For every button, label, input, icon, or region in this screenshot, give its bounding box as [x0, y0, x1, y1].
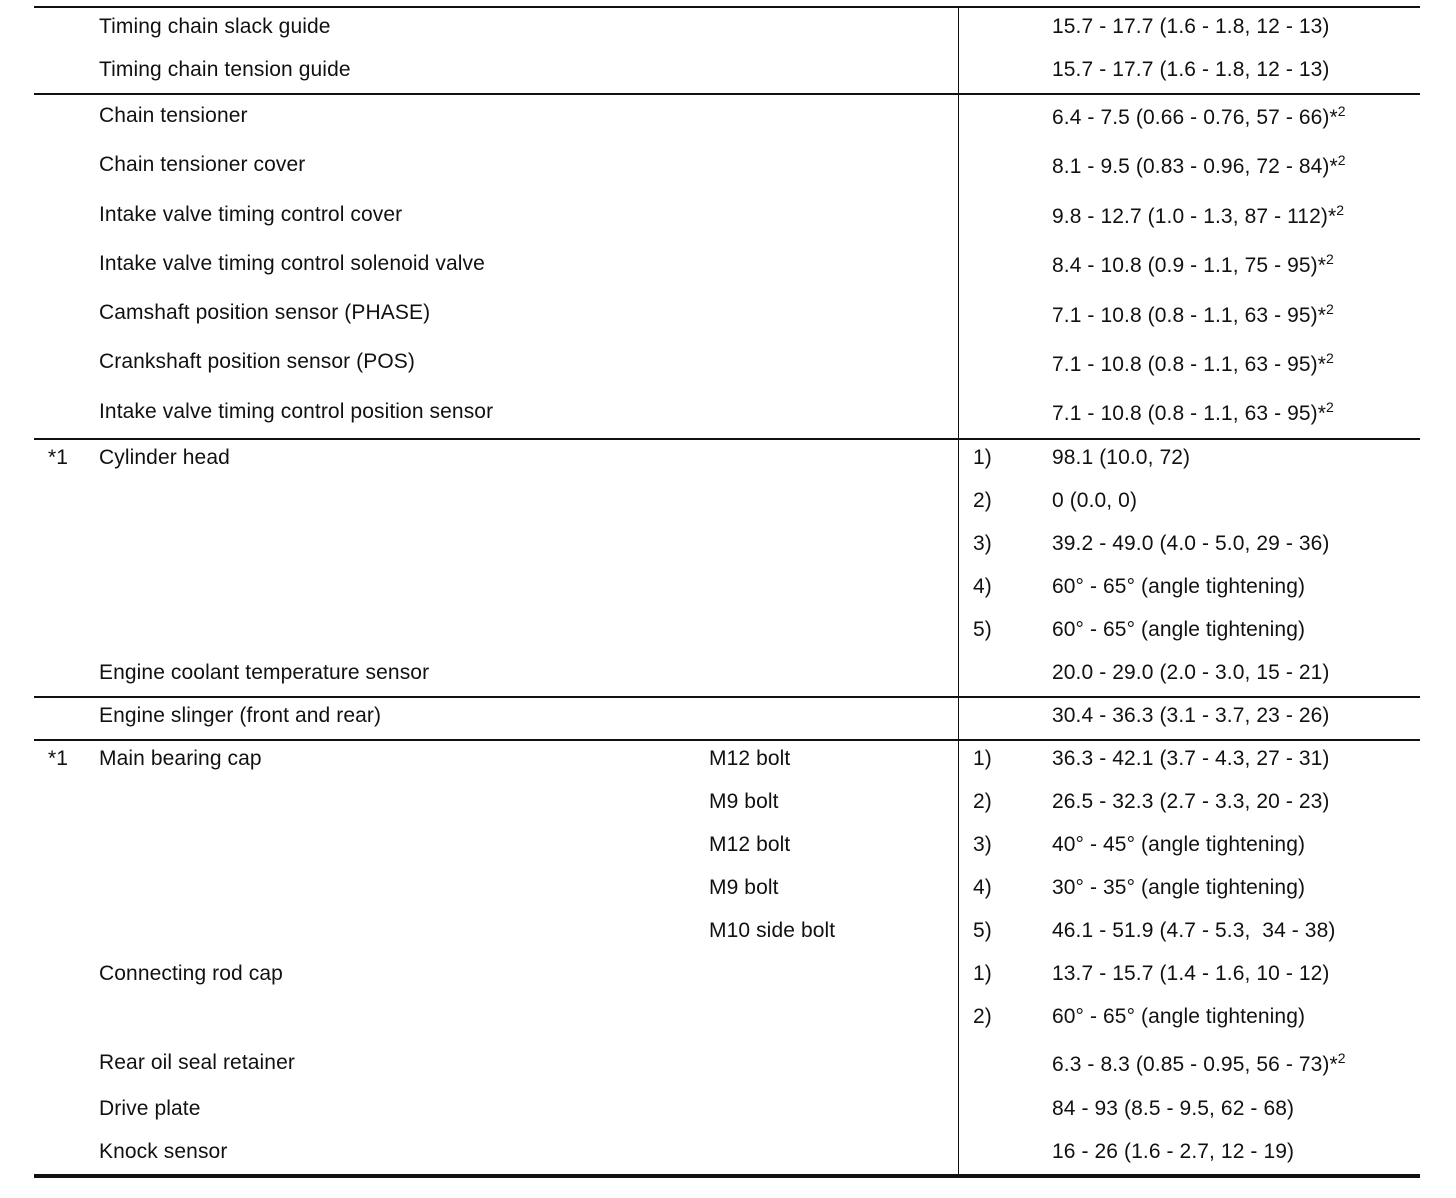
footnote-ref: 2	[1337, 152, 1346, 168]
footnote-ref: 2	[1337, 1050, 1346, 1066]
torque-value: 60° - 65° (angle tightening)	[1052, 575, 1306, 598]
item-name: Intake valve timing control position sensor	[99, 400, 494, 423]
step-number: 2)	[973, 489, 992, 512]
item-name: Camshaft position sensor (PHASE)	[99, 301, 431, 324]
step-number: 2)	[973, 790, 992, 813]
torque-value: 26.5 - 32.3 (2.7 - 3.3, 20 - 23)	[1052, 790, 1330, 813]
torque-value: 36.3 - 42.1 (3.7 - 4.3, 27 - 31)	[1052, 747, 1330, 770]
step-number: 1)	[973, 747, 992, 770]
step-number: 4)	[973, 575, 992, 598]
item-name: Cylinder head	[99, 446, 230, 469]
torque-value: 20.0 - 29.0 (2.0 - 3.0, 15 - 21)	[1052, 661, 1330, 684]
torque-value: 6.3 - 8.3 (0.85 - 0.95, 56 - 73)*$^2$	[1052, 1050, 1346, 1076]
torque-value: 98.1 (10.0, 72)	[1052, 446, 1191, 469]
torque-value: 39.2 - 49.0 (4.0 - 5.0, 29 - 36)	[1052, 532, 1330, 555]
torque-value: 46.1 - 51.9 (4.7 - 5.3, 34 - 38)	[1052, 919, 1336, 942]
step-number: 5)	[973, 919, 992, 942]
item-name: Intake valve timing control solenoid valve	[99, 252, 485, 275]
bolt-spec: M10 side bolt	[709, 919, 836, 942]
step-number: 2)	[973, 1005, 992, 1028]
bolt-spec: M12 bolt	[709, 833, 791, 856]
step-number: 3)	[973, 532, 992, 555]
torque-value: 7.1 - 10.8 (0.8 - 1.1, 63 - 95)*$^2$	[1052, 301, 1334, 327]
step-number: 5)	[973, 618, 992, 641]
footnote-ref: 2	[1326, 301, 1334, 317]
item-name: Engine slinger (front and rear)	[99, 704, 382, 727]
footnote-ref: 2	[1326, 399, 1334, 415]
table-top-rule	[34, 6, 1420, 8]
footnote-ref: 2	[1336, 202, 1345, 218]
item-name: Connecting rod cap	[99, 962, 283, 985]
group-divider	[34, 93, 1420, 95]
torque-value: 60° - 65° (angle tightening)	[1052, 618, 1306, 641]
torque-value: 0 (0.0, 0)	[1052, 489, 1138, 512]
torque-value: 15.7 - 17.7 (1.6 - 1.8, 12 - 13)	[1052, 15, 1330, 38]
table-bottom-rule	[34, 1174, 1420, 1178]
item-name: Drive plate	[99, 1097, 201, 1120]
footnote-ref: 2	[1337, 103, 1346, 119]
torque-value: 30.4 - 36.3 (3.1 - 3.7, 23 - 26)	[1052, 704, 1330, 727]
item-name: Chain tensioner	[99, 104, 248, 127]
torque-value: 15.7 - 17.7 (1.6 - 1.8, 12 - 13)	[1052, 58, 1330, 81]
step-number: 4)	[973, 876, 992, 899]
item-name: Engine coolant temperature sensor	[99, 661, 430, 684]
item-name: Intake valve timing control cover	[99, 203, 403, 226]
group-divider	[34, 438, 1420, 440]
torque-value: 60° - 65° (angle tightening)	[1052, 1005, 1306, 1028]
item-name: Timing chain tension guide	[99, 58, 351, 81]
torque-value: 30° - 35° (angle tightening)	[1052, 876, 1306, 899]
torque-value: 8.1 - 9.5 (0.83 - 0.96, 72 - 84)*$^2$	[1052, 152, 1346, 178]
torque-value: 7.1 - 10.8 (0.8 - 1.1, 63 - 95)*$^2$	[1052, 399, 1334, 425]
step-number: 1)	[973, 962, 992, 985]
torque-value: 40° - 45° (angle tightening)	[1052, 833, 1306, 856]
torque-value: 84 - 93 (8.5 - 9.5, 62 - 68)	[1052, 1097, 1295, 1120]
torque-value: 9.8 - 12.7 (1.0 - 1.3, 87 - 112)*$^2$	[1052, 202, 1345, 228]
item-name: Rear oil seal retainer	[99, 1051, 295, 1074]
torque-value: 8.4 - 10.8 (0.9 - 1.1, 75 - 95)*$^2$	[1052, 251, 1334, 277]
column-divider	[958, 8, 959, 1174]
item-name: Timing chain slack guide	[99, 15, 331, 38]
footnote-ref: 2	[1326, 350, 1334, 366]
bolt-spec: M12 bolt	[709, 747, 791, 770]
footnote-ref: 2	[1326, 251, 1334, 267]
torque-value: 7.1 - 10.8 (0.8 - 1.1, 63 - 95)*$^2$	[1052, 350, 1334, 376]
step-number: 1)	[973, 446, 992, 469]
torque-value: 16 - 26 (1.6 - 2.7, 12 - 19)	[1052, 1140, 1295, 1163]
footnote-mark: *1	[48, 747, 69, 770]
group-divider	[34, 739, 1420, 741]
footnote-mark: *1	[48, 446, 69, 469]
torque-value: 6.4 - 7.5 (0.66 - 0.76, 57 - 66)*$^2$	[1052, 103, 1346, 129]
group-divider	[34, 696, 1420, 698]
torque-value: 13.7 - 15.7 (1.4 - 1.6, 10 - 12)	[1052, 962, 1330, 985]
item-name: Crankshaft position sensor (POS)	[99, 350, 415, 373]
step-number: 3)	[973, 833, 992, 856]
bolt-spec: M9 bolt	[709, 790, 779, 813]
item-name: Chain tensioner cover	[99, 153, 306, 176]
item-name: Main bearing cap	[99, 747, 262, 770]
item-name: Knock sensor	[99, 1140, 228, 1163]
bolt-spec: M9 bolt	[709, 876, 779, 899]
